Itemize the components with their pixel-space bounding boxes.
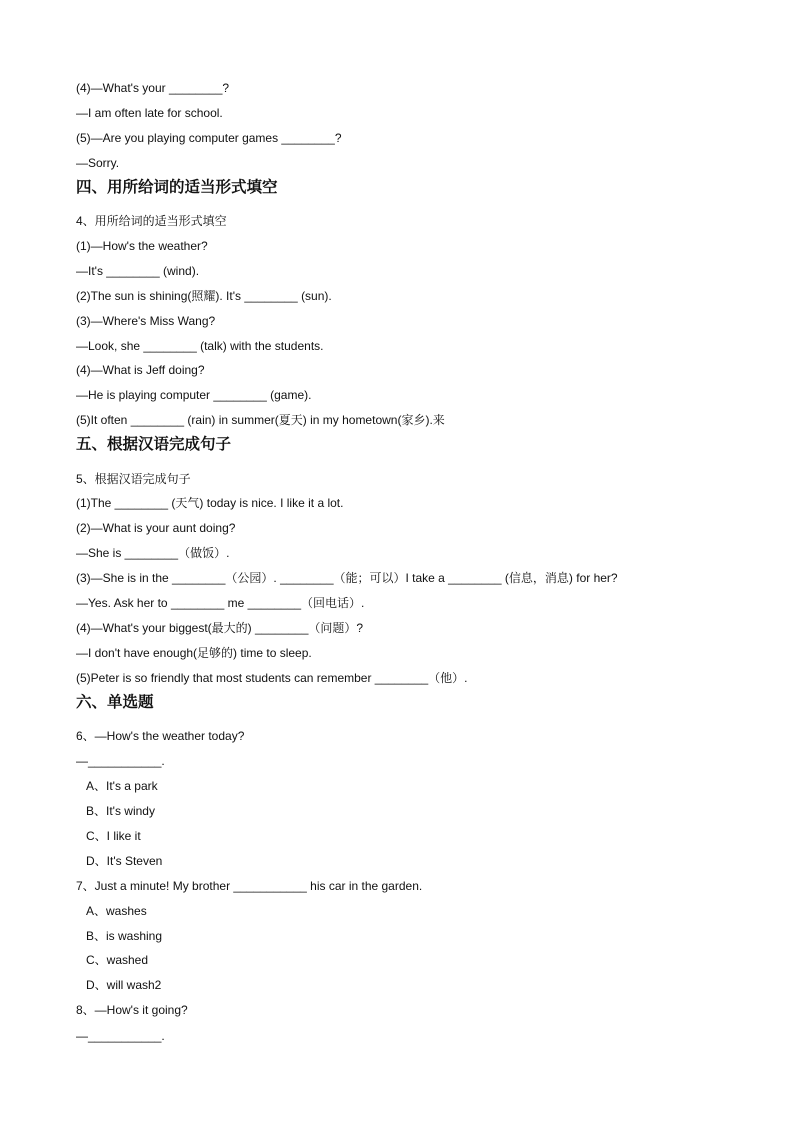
question-title: 5、根据汉语完成句子 [76,472,191,486]
answer-blank: —___________. [76,754,165,768]
question-line: (2)—What is your aunt doing? [76,521,236,535]
question-title: 7、Just a minute! My brother ___________ his car in the garden. [76,879,423,893]
question-line: (4)—What's your ________? [76,81,230,95]
question-line: —It's ________ (wind). [76,264,200,278]
option-b[interactable]: B、It's windy [86,804,155,818]
question-line: —Yes. Ask her to ________ me ________（回电话）. [76,596,365,610]
question-title: 4、用所给词的适当形式填空 [76,214,227,228]
question-line: —I don't have enough(足够的) time to sleep. [76,646,312,660]
section-heading-6: 六、单选题 [76,693,154,711]
option-d[interactable]: D、will wash2 [86,978,162,992]
question-line: —Sorry. [76,156,120,170]
question-line: —Look, she ________ (talk) with the students. [76,339,324,353]
section-heading-5: 五、根据汉语完成句子 [76,435,232,453]
option-a[interactable]: A、washes [86,904,147,918]
question-line: (4)—What's your biggest(最大的) ________（问题）? [76,621,364,635]
question-line: (5)Peter is so friendly that most students can remember ________（他）. [76,671,468,685]
question-title: 8、—How's it going? [76,1003,188,1017]
question-line: (4)—What is Jeff doing? [76,363,205,377]
option-c[interactable]: C、I like it [86,829,141,843]
answer-blank: —___________. [76,1029,165,1043]
question-line: —He is playing computer ________ (game). [76,388,312,402]
question-line: (1)—How's the weather? [76,239,208,253]
question-line: (3)—Where's Miss Wang? [76,314,216,328]
option-c[interactable]: C、washed [86,953,149,967]
section-heading-4: 四、用所给词的适当形式填空 [76,178,278,196]
question-line: —She is ________（做饭）. [76,546,230,560]
question-line: (1)The ________ (天气) today is nice. I like it a lot. [76,496,344,510]
question-line: (5)It often ________ (rain) in summer(夏天) in my hometown(家乡).来 [76,413,445,427]
question-title: 6、—How's the weather today? [76,729,245,743]
question-line: —I am often late for school. [76,106,223,120]
option-a[interactable]: A、It's a park [86,779,158,793]
question-line: (2)The sun is shining(照耀). It's ________ (sun). [76,289,332,303]
question-line: (5)—Are you playing computer games ________? [76,131,342,145]
option-d[interactable]: D、It's Steven [86,854,163,868]
question-line: (3)—She is in the ________（公园）. ________（能；可以）I take a ________ (信息，消息) for her? [76,571,618,585]
option-b[interactable]: B、is washing [86,929,163,943]
